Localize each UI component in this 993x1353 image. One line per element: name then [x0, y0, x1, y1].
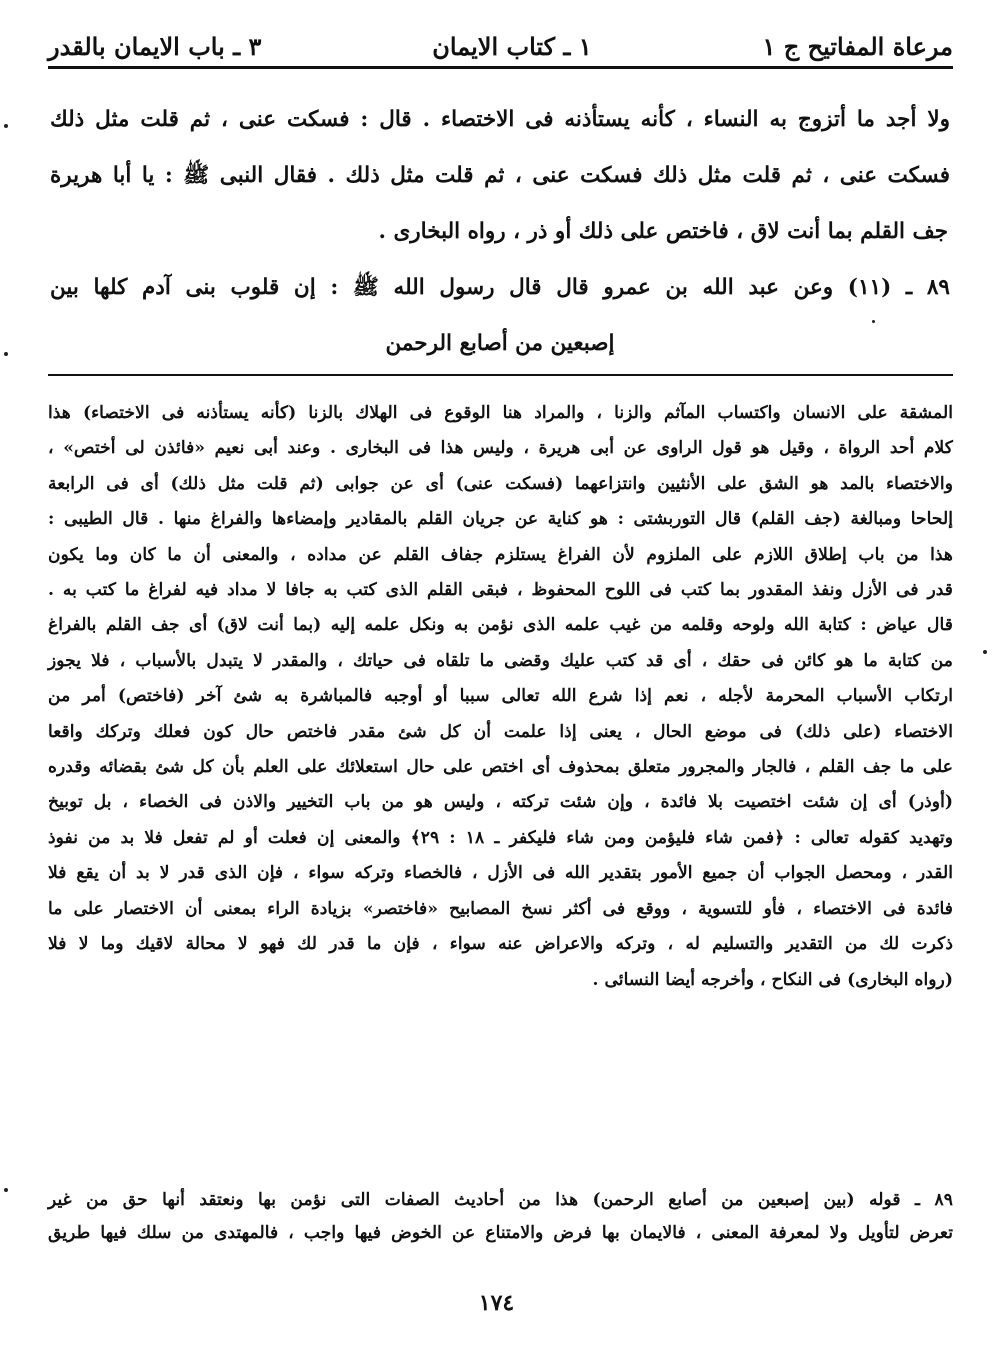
hadith-text — [50, 92, 950, 372]
header-rule — [48, 66, 953, 69]
note-line: ٨٩ ـ قوله (بين إصبعين من أصابع الرحمن) هذا من أحاديث الصفات التى نؤمن بها ونعتقد أنها حق من غير — [48, 1190, 953, 1210]
hadith-line: ٨٩ ـ (١١) وعن عبد الله بن عمرو قال قال رسول الله ﷺ : إن قلوب بنى آدم كلها بين — [50, 275, 950, 300]
commentary-line: ذكرت لك من التقدير والتسليم له ، وتركه والاعراض عنه سواء ، فإن ما قدر لك فهو لا محالة لاقيك وما لا فلا — [48, 934, 953, 955]
commentary-line: (أوذر) أى إن شئت اختصيت بلا فائدة ، وإن شئت تركته ، وليس هو من باب التخيير والاذن فى الخصاء ، بل توبيخ — [48, 792, 953, 813]
margin-speck — [4, 352, 8, 356]
book-title: مرعاة المفاتيح ج ١ — [762, 31, 953, 61]
note-89 — [48, 1184, 953, 1250]
margin-speck — [4, 1188, 8, 1192]
commentary-line: (رواه البخارى) فى النكاح ، وأخرجه أيضا النسائى . — [592, 969, 953, 990]
commentary-line: قال عياض : كتابة الله ولوحه وقلمه من غيب علمه الذى نؤمن به ونكل علمه إليه (بما أنت لاق) أى جف القلم بالفراغ — [48, 615, 953, 636]
section-rule — [48, 374, 953, 376]
commentary-line: وتهديد كقوله تعالى : ﴿فمن شاء فليؤمن ومن شاء فليكفر ـ ١٨ : ٢٩﴾ والمعنى إن فعلت أو لم تفعل فلا بد من نفوذ — [48, 827, 954, 848]
hadith-line: فسكت عنى ، ثم قلت مثل ذلك فسكت عنى ، ثم قلت مثل ذلك . فقال النبى ﷺ : يا أبا هريرة — [50, 163, 950, 188]
commentary-line: فائدة فى الاختصاء ، فأو للتسوية ، ووقع فى أكثر نسخ المصابيح «فاختصر» بزيادة الراء بمعنى أن الاختصار على ما — [48, 898, 953, 919]
kitab-title: ١ ـ كتاب الايمان — [432, 31, 592, 61]
hadith-line: ولا أجد ما أتزوج به النساء ، كأنه يستأذنه فى الاختصاء . قال : فسكت عنى ، ثم قلت مثل ذلك — [50, 107, 950, 132]
margin-speck — [983, 650, 987, 654]
commentary-line: والاختصاء بالمد هو الشق على الأنثيين وانتزاعهما (فسكت عنى) أى عن جوابى (ثم قلت مثل ذلك) أى فى الرابعة — [48, 473, 953, 494]
commentary-line: القدر ، ومحصل الجواب أن جميع الأمور بتقدير الله فى الأزل ، فالخصاء وتركه سواء ، فإن الذى قدر لا بد أن يقع فلا — [48, 863, 953, 884]
commentary-line: الاختصاء (على ذلك) فى موضع الحال ، يعنى إذا علمت أن كل شئ مقدر فاختص حال كون فعلك وتركك واقعا — [48, 721, 953, 742]
note-line: تعرض لتأويل ولا لمعرفة المعنى ، فالايمان بها فرض والامتناع عن الخوض فيها واجب ، فالمهتدى من سلك فيها طريق — [48, 1223, 953, 1243]
commentary-line: من كتابة ما هو كائن فى حقك ، أى قد كتب عليك وقضى ما تلقاه فى حياتك ، والمقدر لا يتبدل بالأسباب ، فلا يجوز — [48, 650, 953, 671]
commentary-line: قدر فى الأزل ونفذ المقدور بما كتب فى اللوح المحفوظ ، فبقى القلم الذى كتب به جافا لا مداد فيه لفراغ ما كتب به . — [48, 580, 953, 601]
commentary-line: ارتكاب الأسباب المحرمة لأجله ، نعم إذا شرع الله تعالى سببا أو أوجبه فالمباشرة به شئ آخر (فاختص) أمر من — [48, 686, 953, 707]
commentary-text — [48, 396, 953, 998]
commentary-line: كلام أحد الرواة ، وقيل هو قول الراوى عن أبى هريرة ، وليس هذا فى البخارى . وعند أبى نعيم «فائذن لى أختص» ، — [48, 438, 953, 459]
page-number: ١٧٤ — [478, 1290, 515, 1316]
commentary-line: على ما جف القلم ، فالجار والمجرور متعلق بمحذوف أى اختص على حال استعلائك على العلم بأن كل شئ بقضائه وقدره — [48, 757, 953, 778]
hadith-line: إصبعين من أصابع الرحمن — [385, 331, 615, 356]
margin-speck — [4, 124, 8, 128]
margin-speck — [872, 320, 875, 323]
running-header — [48, 26, 953, 66]
commentary-line: إلحاحا ومبالغة (جف القلم) قال التوربشتى : هو كناية عن جريان القلم بالمقادير وإمضاءها والفراغ منها . قال الطيبى : — [48, 509, 953, 530]
bab-title: ٣ ـ باب الايمان بالقدر — [48, 31, 262, 61]
commentary-line: المشقة على الانسان واكتساب المآثم والزنا ، والمراد هنا الوقوع فى الهلاك بالزنا (كأنه يستأذنه فى الاختصاء) هذا — [48, 403, 953, 423]
hadith-line: جف القلم بما أنت لاق ، فاختص على ذلك أو ذر ، رواه البخارى . — [378, 219, 948, 244]
commentary-line: هذا من باب إطلاق اللازم على الملزوم لأن الفراغ يستلزم جفاف القلم عن مداده ، والمعنى أن ما كان وما يكون — [48, 544, 953, 565]
